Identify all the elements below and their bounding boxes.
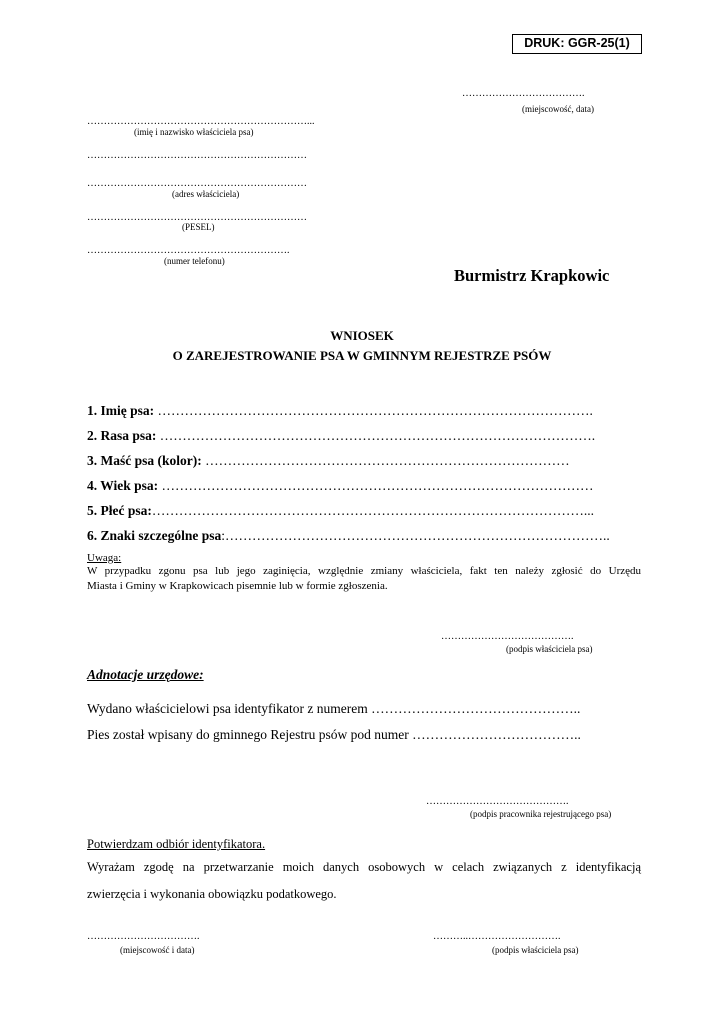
pesel-caption: (PESEL): [182, 222, 215, 232]
field-dog-breed: [87, 428, 595, 444]
field-label: 6. Znaki szczególne psa: [87, 528, 222, 543]
owner-address-dots-2: …………………………………………………………: [87, 178, 307, 189]
field-dots: ………………………………………………………………………: [201, 453, 570, 468]
confirm-heading: Potwierdzam odbiór identyfikatora.: [87, 837, 266, 851]
note-line-2: Miasta i Gminy w Krapkowicach pisemnie lub w formie zgłoszenia.: [87, 580, 388, 592]
field-dog-color: [87, 453, 570, 469]
owner-address-dots-1: …………………………………………………………: [87, 150, 307, 161]
phone-caption: (numer telefonu): [164, 256, 225, 266]
consent-line-1: Wyrażam zgodę na przetwarzanie moich danych osobowych w celach związanych z identyfikacją: [87, 860, 641, 874]
phone-dots: …………………………………………………….: [87, 245, 290, 256]
place-date-caption: (miejscowość, data): [522, 104, 594, 114]
field-dots: ……………………………………………………………………………………...: [151, 503, 594, 518]
pesel-dots: …………………………………………………………: [87, 212, 307, 223]
owner-signature-dots: ………………………………….: [441, 631, 574, 642]
form-title: WNIOSEK: [330, 328, 394, 343]
form-subtitle: O ZAREJESTROWANIE PSA W GMINNYM REJESTRZE PSÓW: [172, 348, 552, 363]
bottom-place-date-dots: …………………………….: [87, 931, 200, 942]
field-dog-sex: [87, 503, 594, 519]
field-dog-age: [87, 478, 594, 494]
field-dots: …………………………………………………………………………………….: [154, 403, 593, 418]
field-label: 1. Imię psa:: [87, 403, 155, 418]
owner-signature-caption: (podpis właściciela psa): [506, 644, 593, 654]
worker-signature-dots: …………………………………….: [426, 796, 569, 807]
official-heading: Adnotacje urzędowe:: [87, 667, 204, 682]
bottom-owner-signature-dots: ………..……………………….: [433, 931, 561, 942]
field-label: 4. Wiek psa:: [87, 478, 159, 493]
field-label: 2. Rasa psa:: [87, 428, 157, 443]
owner-address-caption: (adres właściciela): [172, 189, 240, 199]
owner-name-caption: (imię i nazwisko właściciela psa): [134, 127, 254, 137]
registry-line: Pies został wpisany do gminnego Rejestru psów pod numer ………………………………..: [87, 727, 581, 742]
owner-name-dots: …………………………………………………………...: [87, 116, 315, 127]
worker-signature-caption: (podpis pracownika rejestrującego psa): [470, 809, 612, 819]
field-label: 5. Płeć psa:: [87, 503, 152, 518]
consent-line-2: zwierzęcia i wykonania obowiązku podatkowego.: [87, 887, 337, 901]
note-heading: Uwaga:: [87, 552, 122, 564]
form-code-badge: DRUK: GGR-25(1): [512, 34, 642, 54]
addressee: Burmistrz Krapkowic: [454, 266, 610, 285]
identifier-line: Wydano właścicielowi psa identyfikator z numerem ………………………………………..: [87, 701, 581, 716]
field-dots: …………………………………………………………………………………….: [156, 428, 596, 443]
bottom-owner-signature-caption: (podpis właściciela psa): [492, 945, 579, 955]
bottom-place-date-caption: (miejscowość i data): [120, 945, 195, 955]
field-dots: :…………………………………………………………………………..: [221, 528, 610, 543]
field-label: 3. Maść psa (kolor):: [87, 453, 202, 468]
note-line-1: W przypadku zgonu psa lub jego zaginięcia, względnie zmiany właściciela, fakt ten należy zgłosić do Urzędu: [87, 565, 641, 577]
field-dog-marks: [87, 528, 610, 544]
place-date-dots: ……………………………….: [462, 88, 585, 99]
field-dog-name: [87, 403, 593, 419]
field-dots: ……………………………………………………………………………………: [158, 478, 594, 493]
